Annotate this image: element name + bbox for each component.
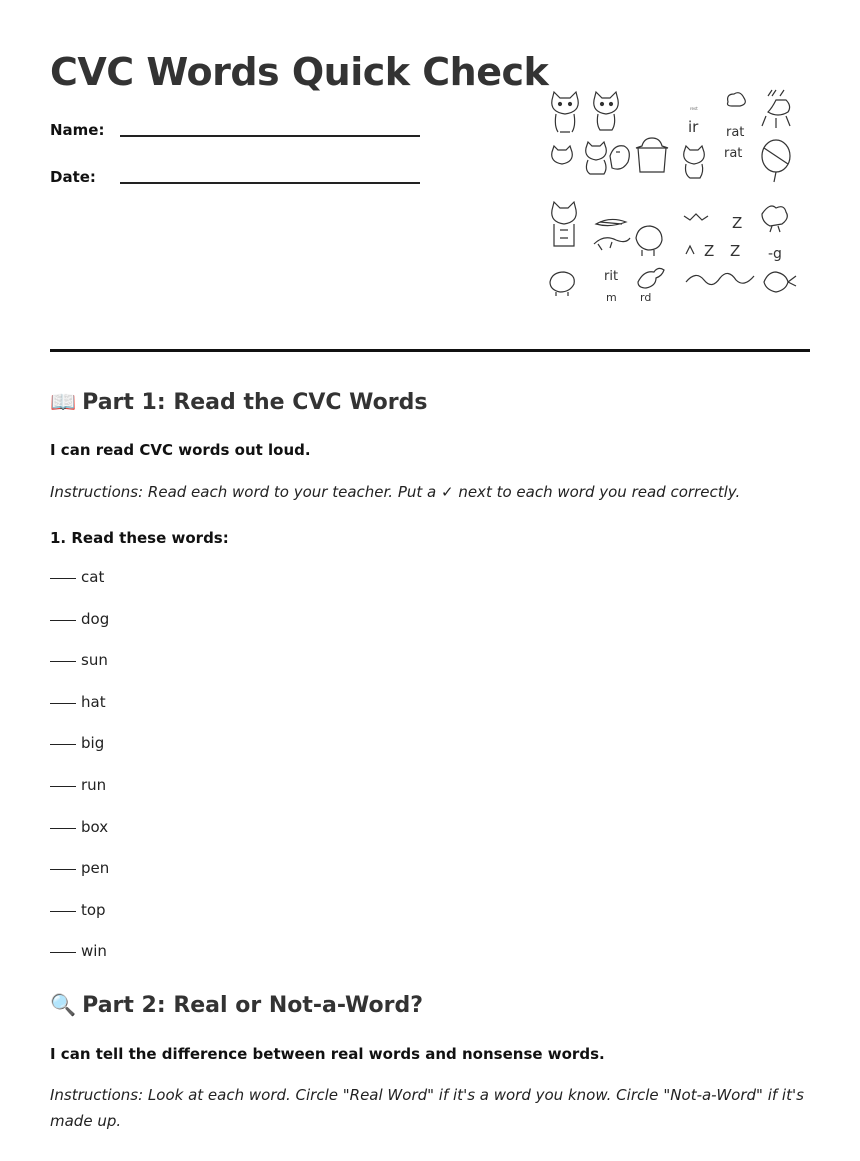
magnifier-icon: 🔍 [50, 993, 77, 1017]
svg-text:rest: rest [690, 106, 698, 111]
caption: ir [688, 118, 699, 136]
check-blank[interactable] [50, 911, 76, 912]
word: run [81, 775, 107, 794]
check-blank[interactable] [50, 661, 76, 662]
caption: Z [704, 242, 715, 260]
check-blank[interactable] [50, 828, 76, 829]
caption: rat [724, 146, 743, 161]
cloud-icon [728, 93, 746, 106]
date-field [50, 168, 120, 186]
reindeer-icon [762, 90, 790, 128]
pig-icon [636, 226, 662, 256]
date-label: Date: [50, 168, 96, 186]
page-title: CVC Words Quick Check [50, 50, 549, 94]
lizard-icon [594, 238, 630, 250]
fish-icon [764, 272, 796, 292]
name-line[interactable] [120, 135, 420, 137]
check-blank[interactable] [50, 952, 76, 953]
feather-icon [596, 219, 626, 225]
part1-question: 1. Read these words: [50, 529, 229, 547]
name-label: Name: [50, 121, 105, 139]
caption: rat [726, 125, 745, 140]
zigzag-icon [684, 214, 708, 220]
caption: rd [640, 291, 652, 304]
check-blank[interactable] [50, 744, 76, 745]
part1-goal: I can read CVC words out loud. [50, 441, 311, 459]
part2-goal: I can tell the difference between real words and nonsense words. [50, 1045, 605, 1063]
part2-instructions: Instructions: Look at each word. Circle "Real Word" if it's a word you know. Circle "Not-a-Word" if it's made up. [50, 1086, 804, 1130]
name-field [50, 121, 120, 139]
cat-icon [552, 92, 578, 132]
cat-icon [552, 202, 577, 246]
word: dog [81, 609, 110, 628]
caption: -g [768, 246, 782, 262]
list-item [50, 693, 109, 735]
list-item [50, 734, 109, 776]
caption: Z [730, 242, 741, 260]
list-item [50, 859, 109, 901]
check-blank[interactable] [50, 578, 76, 579]
hat-icon [636, 138, 668, 172]
part1-instructions: Instructions: Read each word to your teacher. Put a ✓ next to each word you read correctly. [50, 483, 741, 501]
word: top [81, 900, 106, 919]
part2-heading [50, 993, 423, 1018]
duck-icon [638, 268, 664, 288]
part1-title: Part 1: Read the CVC Words [82, 390, 428, 415]
list-item [50, 818, 109, 860]
word: hat [81, 692, 106, 711]
pig-icon [550, 272, 574, 296]
balloon-icon [762, 140, 790, 182]
word: win [81, 942, 107, 961]
list-item [50, 942, 109, 984]
check-blank[interactable] [50, 869, 76, 870]
word: cat [81, 568, 105, 586]
caption: m [606, 291, 617, 304]
word: box [81, 817, 109, 836]
cvc-picture-grid-icon [540, 86, 802, 308]
date-line[interactable] [120, 182, 420, 184]
check-blank[interactable] [50, 786, 76, 787]
cat-icon [586, 142, 607, 174]
part2-title: Part 2: Real or Not-a-Word? [82, 993, 423, 1018]
part1-heading [50, 390, 427, 415]
list-item [50, 610, 109, 652]
word-list [50, 568, 109, 984]
caption: rit [604, 269, 619, 284]
header-divider [50, 349, 810, 352]
word: big [81, 734, 105, 753]
cat-icon [594, 92, 619, 130]
list-item [50, 776, 109, 818]
wave-icon [686, 273, 754, 284]
caret-icon [686, 246, 694, 254]
list-item [50, 901, 109, 943]
caption: Z [732, 214, 743, 232]
bird-icon [762, 206, 787, 232]
check-blank[interactable] [50, 620, 76, 621]
book-icon: 📖 [50, 390, 77, 414]
word: pen [81, 859, 110, 878]
list-item [50, 651, 109, 693]
cat-face-icon [552, 146, 573, 164]
dog-icon [610, 146, 629, 169]
word: sun [81, 651, 108, 670]
check-blank[interactable] [50, 703, 76, 704]
cat-icon [684, 146, 705, 178]
list-item [50, 568, 109, 610]
